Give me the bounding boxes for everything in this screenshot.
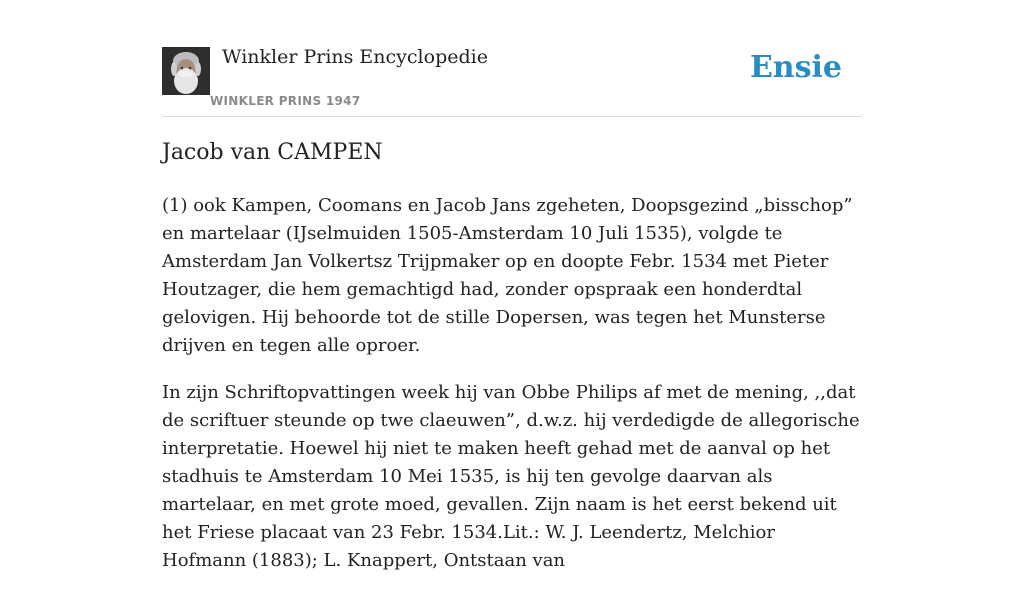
publication-header (162, 0, 862, 117)
publication-subtitle[interactable]: WINKLER PRINS 1947 (210, 94, 361, 108)
article-body (162, 192, 862, 594)
ensie-logo[interactable]: Ensie (749, 50, 842, 85)
article-paragraph: In zijn Schriftopvattingen week hij van Obbe Philips af met de mening, ,,dat de scriftuer steunde op twe claeuwen”, d.w.z. hij verdedigde de allegorische interpretatie. Hoewel hij niet te maken heeft gehad met de aanval op het stadhuis te Amsterdam 10 Mei 1535, is hij ten gevolge daarvan als martelaar, en met grote moed, gevallen. Zijn naam is het eerst bekend uit het Friese placaat van 23 Febr. 1534.Lit.: W. J. Leendertz, Melchior Hofmann (1883); L. Knappert, Ontstaan van (162, 382, 860, 571)
article-container (162, 0, 862, 571)
bearded-man-portrait-icon[interactable] (162, 47, 210, 95)
article-paragraph: (1) ook Kampen, Coomans en Jacob Jans zgeheten, Doopsgezind „bisschop” en martelaar (IJselmuiden 1505-Amsterdam 10 Juli 1535), volgde te Amsterdam Jan Volkertsz Trijpmaker op en doopte Febr. 1534 met Pieter Houtzager, die hem gemachtigd had, zonder opspraak een honderdtal gelovigen. Hij behoorde tot de stille Dopersen, was tegen het Munsterse drijven en tegen alle oproer. (162, 195, 853, 356)
article-title: Jacob van CAMPEN (162, 140, 383, 165)
publication-name[interactable]: Winkler Prins Encyclopedie (222, 46, 488, 68)
